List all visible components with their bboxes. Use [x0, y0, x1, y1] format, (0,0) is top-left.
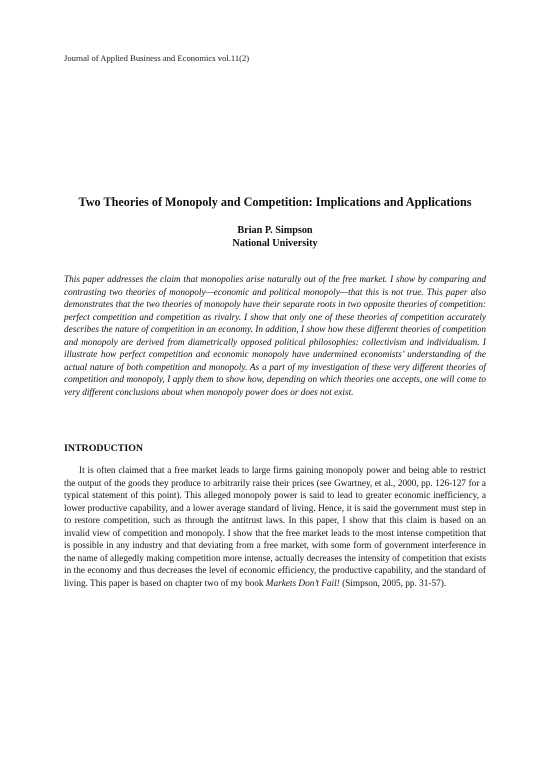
- author-name: Brian P. Simpson: [237, 225, 313, 236]
- paper-title: Two Theories of Monopoly and Competition: Implications and Applications: [78, 195, 472, 209]
- intro-citation: (Simpson, 2005, pp. 31-57).: [339, 578, 447, 589]
- author-block: [0, 224, 550, 250]
- section-heading-introduction: INTRODUCTION: [64, 443, 144, 454]
- intro-text: It is often claimed that a free market leads to large firms gaining monopoly power and being able to restrict the output of the goods they produce to arbitrarily raise their prices (see Gwartney, et al., 2000, pp. 126-127 for a typical statement of this point). This alleged monopoly power is said to lead to greater economic inefficiency, a lower productive capability, and a lower average standard of living. Hence, it is said the government must step in to restore competition, such as through the antitrust laws. In this paper, I show that this claim is based on an invalid view of competition and monopoly. I show that the free market leads to the most intense competition that is possible in any industry and that deviating from a free market, with some form of government interference in the name of allegedly making competition more intense, actually decreases the intensity of competition that exists in the economy and thus decreases the level of economic efficiency, the productive capability, and the standard of living. This paper is based on chapter two of my book: [64, 466, 486, 589]
- author-affiliation: National University: [232, 238, 318, 249]
- introduction-paragraph: [64, 465, 486, 590]
- journal-header: Journal of Applied Business and Economics vol.11(2): [64, 53, 250, 63]
- abstract: This paper addresses the claim that monopolies arise naturally out of the free market. I show by comparing and contrasting two theories of monopoly—economic and political monopoly—that this is not true. This paper also demonstrates that the two theories of monopoly have their separate roots in two opposite theories of competition: perfect competition and competition as rivalry. I show that only one of these theories of competition accurately describes the nature of competition in an economy. In addition, I show how these different theories of competition and monopoly are derived from diametrically opposed political philosophies: collectivism and individualism. I illustrate how perfect competition and economic monopoly have undermined economists’ understanding of the actual nature of both competition and monopoly. As a part of my investigation of these very different theories of competition and monopoly, I apply them to show how, depending on which theories one accepts, one will come to very different conclusions about when monopoly power does or does not exist.: [64, 275, 486, 398]
- book-title: Markets Don’t Fail!: [265, 578, 340, 589]
